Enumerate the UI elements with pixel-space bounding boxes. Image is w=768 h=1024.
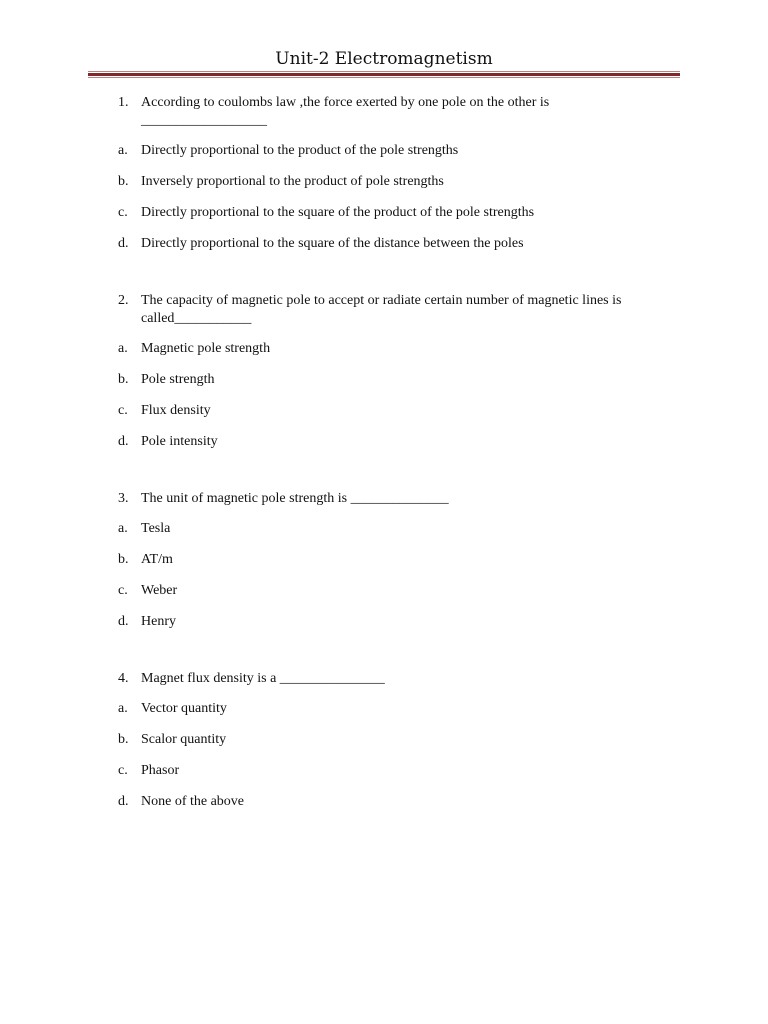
question-number: 4. <box>118 671 129 686</box>
question-2 <box>0 292 768 328</box>
option-c <box>0 762 768 780</box>
option-text: Phasor <box>141 763 180 778</box>
option-letter: b. <box>118 552 129 567</box>
question-3 <box>0 490 768 508</box>
option-letter: b. <box>118 732 129 747</box>
option-text: Directly proportional to the square of the distance between the poles <box>141 236 524 251</box>
option-letter: c. <box>118 763 128 778</box>
option-letter: a. <box>118 701 128 716</box>
question-block-4 <box>0 670 768 811</box>
option-a <box>0 340 768 358</box>
option-c <box>0 204 768 222</box>
option-letter: c. <box>118 205 128 220</box>
rule-line-top <box>88 71 680 72</box>
question-block-3 <box>0 490 768 631</box>
option-text: None of the above <box>141 794 245 809</box>
option-a <box>0 700 768 718</box>
option-text: Flux density <box>141 403 211 418</box>
title-underline-rule <box>88 71 680 78</box>
question-block-2 <box>0 292 768 451</box>
option-a <box>0 142 768 160</box>
option-text: Inversely proportional to the product of pole strengths <box>141 174 444 189</box>
option-b <box>0 731 768 749</box>
option-text: Directly proportional to the product of the pole strengths <box>141 143 459 158</box>
option-letter: d. <box>118 434 129 449</box>
option-d <box>0 793 768 811</box>
question-list <box>0 94 768 850</box>
option-text: Henry <box>141 614 176 629</box>
rule-line-bottom <box>88 77 680 78</box>
question-text: According to coulombs law ,the force exerted by one pole on the other is __________________ <box>141 95 550 128</box>
option-b <box>0 551 768 569</box>
option-c <box>0 582 768 600</box>
option-letter: a. <box>118 521 128 536</box>
option-text: AT/m <box>141 552 173 567</box>
option-letter: d. <box>118 794 129 809</box>
option-letter: a. <box>118 341 128 356</box>
option-b <box>0 173 768 191</box>
option-text: Pole strength <box>141 372 215 387</box>
option-b <box>0 371 768 389</box>
question-text: The capacity of magnetic pole to accept or radiate certain number of magnetic lines is called___________ <box>141 293 622 326</box>
option-a <box>0 520 768 538</box>
option-text: Tesla <box>141 521 171 536</box>
question-number: 2. <box>118 293 129 308</box>
question-4 <box>0 670 768 688</box>
option-text: Directly proportional to the square of the product of the pole strengths <box>141 205 535 220</box>
option-letter: d. <box>118 236 129 251</box>
option-letter: c. <box>118 583 128 598</box>
question-text: The unit of magnetic pole strength is ______________ <box>141 491 449 506</box>
page-title: Unit-2 Electromagnetism <box>275 49 493 69</box>
option-letter: a. <box>118 143 128 158</box>
option-d <box>0 235 768 253</box>
question-block-1 <box>0 94 768 253</box>
option-letter: d. <box>118 614 129 629</box>
option-text: Weber <box>141 583 178 598</box>
option-letter: c. <box>118 403 128 418</box>
option-text: Pole intensity <box>141 434 218 449</box>
option-text: Magnetic pole strength <box>141 341 271 356</box>
option-text: Scalor quantity <box>141 732 227 747</box>
option-text: Vector quantity <box>141 701 227 716</box>
option-d <box>0 613 768 631</box>
question-number: 1. <box>118 95 129 110</box>
option-letter: b. <box>118 372 129 387</box>
option-c <box>0 402 768 420</box>
question-number: 3. <box>118 491 129 506</box>
option-d <box>0 433 768 451</box>
question-1 <box>0 94 768 130</box>
question-text: Magnet flux density is a _______________ <box>141 671 385 686</box>
rule-line-middle <box>88 73 680 76</box>
option-letter: b. <box>118 174 129 189</box>
